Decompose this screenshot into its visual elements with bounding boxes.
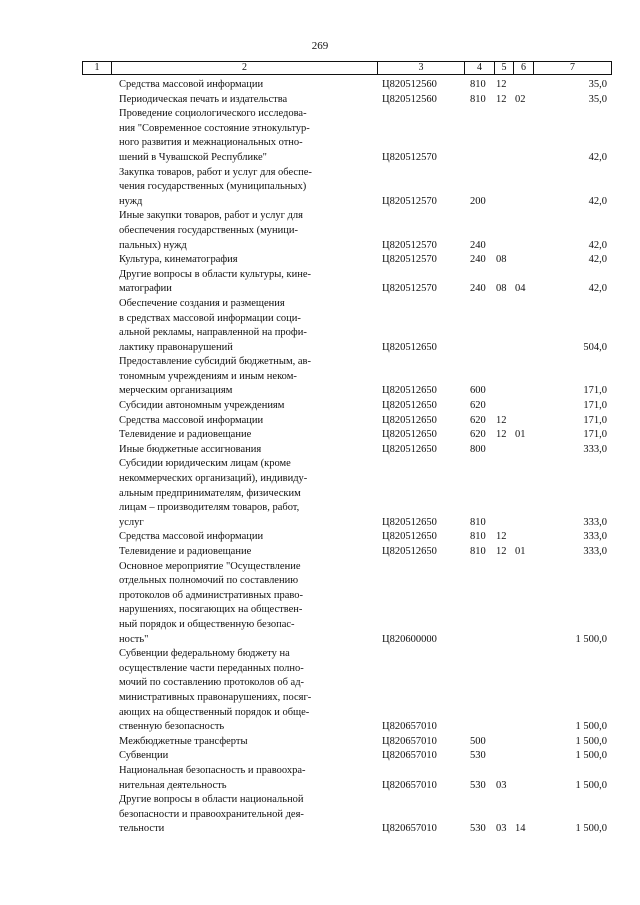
- row-pr: 02: [515, 93, 526, 105]
- table-row: [0, 78, 640, 93]
- row-vr: 800: [470, 443, 486, 455]
- row-name: Основное мероприятие "Осуществление отдельных полномочий по составлению протоколов об административных право- нарушениях, посягающих на обществен- ный порядок и общественную безопас- ность": [119, 560, 304, 645]
- row-rz: 12: [496, 429, 507, 441]
- table-row: [0, 253, 640, 268]
- row-code: Ц820512650: [382, 385, 437, 397]
- row-name: Субвенции: [119, 750, 169, 762]
- row-name: Межбюджетные трансферты: [119, 735, 248, 747]
- header-col-6: 6: [521, 62, 526, 73]
- row-rz: 12: [496, 414, 507, 426]
- row-code: Ц820657010: [382, 750, 437, 762]
- row-name: Проведение социологического исследова- ния "Современное состояние этнокультур- ного развития и межнациональных отно- шений в Чувашской Республике": [119, 108, 310, 163]
- table-row: [0, 355, 640, 399]
- row-name: Другие вопросы в области культуры, кине- матографии: [119, 268, 312, 295]
- row-sum: 171,0: [583, 414, 607, 426]
- row-code: Ц820512650: [382, 531, 437, 543]
- table-row: [0, 560, 640, 648]
- table-header: [82, 61, 612, 75]
- header-col-1: 1: [94, 62, 100, 73]
- row-sum: 171,0: [583, 429, 607, 441]
- row-sum: 333,0: [583, 443, 607, 455]
- row-code: Ц820512570: [382, 195, 437, 207]
- row-rz: 03: [496, 823, 507, 835]
- row-name: Национальная безопасность и правоохра- нительная деятельность: [119, 764, 306, 791]
- row-name: Субсидии юридическим лицам (кроме некоммерческих организаций), индивиду- альным предпринимателям, физическим лицам – производителям товаров, работ, услуг: [119, 458, 308, 528]
- header-col-5: 5: [501, 62, 507, 73]
- row-name: Другие вопросы в области национальной безопасности и правоохранительной дея- тельности: [119, 794, 304, 835]
- row-name: Телевидение и радиовещание: [119, 429, 252, 441]
- row-sum: 1 500,0: [575, 823, 607, 835]
- table-row: [0, 735, 640, 750]
- table-row: [0, 530, 640, 545]
- table-row: [0, 209, 640, 253]
- row-code: Ц820512560: [382, 93, 437, 105]
- row-code: Ц820657010: [382, 823, 437, 835]
- table-row: [0, 764, 640, 793]
- row-code: Ц820657010: [382, 735, 437, 747]
- row-vr: 810: [470, 546, 486, 557]
- row-code: Ц820512650: [382, 414, 437, 426]
- table-row: [0, 399, 640, 414]
- row-code: Ц820512560: [382, 79, 437, 90]
- row-sum: 42,0: [588, 195, 607, 207]
- table-row: [0, 457, 640, 530]
- row-code: Ц820512650: [382, 546, 437, 557]
- row-sum: 1 500,0: [575, 721, 607, 733]
- row-sum: 333,0: [583, 531, 607, 543]
- row-pr: 01: [515, 429, 526, 441]
- table-row: [0, 268, 640, 297]
- row-rz: 12: [496, 546, 507, 557]
- row-sum: 333,0: [583, 546, 607, 557]
- row-sum: 1 500,0: [575, 735, 607, 747]
- row-code: Ц820512650: [382, 341, 437, 353]
- row-code: Ц820512570: [382, 239, 437, 251]
- row-sum: 1 500,0: [575, 779, 607, 791]
- row-vr: 530: [470, 750, 486, 762]
- row-code: Ц820512650: [382, 443, 437, 455]
- row-code: Ц820657010: [382, 721, 437, 733]
- row-sum: 1 500,0: [575, 750, 607, 762]
- row-name: Обеспечение создания и размещения в средствах массовой информации соци- альной рекламы, направленной на профи- лактику правонарушений: [119, 297, 307, 353]
- row-code: Ц820512650: [382, 429, 437, 441]
- row-vr: 810: [470, 531, 486, 543]
- table-row: [0, 443, 640, 458]
- row-vr: 810: [470, 93, 486, 105]
- row-rz: 12: [496, 79, 507, 90]
- row-name: Предоставление субсидий бюджетным, ав- тономным учреждениям и иным неком- мерческим организациям: [119, 356, 311, 397]
- table-body: [0, 78, 640, 837]
- row-name: Субсидии автономным учреждениям: [119, 400, 285, 412]
- row-code: Ц820512650: [382, 516, 437, 528]
- table-row: [0, 647, 640, 735]
- table-row: [0, 166, 640, 210]
- header-col-7: 7: [570, 62, 575, 73]
- row-name: Иные бюджетные ассигнования: [119, 443, 262, 455]
- table-row: [0, 749, 640, 764]
- row-rz: 08: [496, 283, 507, 295]
- row-code: Ц820512570: [382, 254, 437, 266]
- row-vr: 500: [470, 735, 486, 747]
- row-vr: 620: [470, 400, 486, 412]
- row-name: Средства массовой информации: [119, 79, 264, 90]
- row-name: Закупка товаров, работ и услуг для обеспе- чения государственных (муниципальных) нужд: [119, 166, 312, 207]
- row-sum: 1 500,0: [575, 633, 607, 645]
- table-row: [0, 793, 640, 837]
- row-sum: 42,0: [588, 151, 607, 163]
- row-code: Ц820512570: [382, 151, 437, 163]
- row-name: Средства массовой информации: [119, 414, 264, 426]
- row-name: Средства массовой информации: [119, 531, 264, 543]
- header-col-2: 2: [242, 62, 247, 73]
- row-code: Ц820512570: [382, 283, 437, 295]
- row-rz: 03: [496, 779, 507, 791]
- row-vr: 240: [470, 239, 486, 251]
- row-vr: 530: [470, 823, 486, 835]
- row-sum: 35,0: [588, 79, 607, 90]
- row-name: Субвенции федеральному бюджету на осуществление части переданных полно- мочий по составлению протоколов об ад- министративных правонарушениях, посяг- ающих на общественный порядок и обще- ственную безопасность: [119, 648, 312, 733]
- table-row: [0, 428, 640, 443]
- row-vr: 240: [470, 254, 486, 266]
- header-col-4: 4: [477, 62, 482, 73]
- row-rz: 12: [496, 93, 507, 105]
- row-sum: 42,0: [588, 283, 607, 295]
- row-name: Культура, кинематография: [119, 254, 238, 266]
- row-pr: 01: [515, 546, 526, 557]
- table-row: [0, 297, 640, 355]
- row-vr: 530: [470, 779, 486, 791]
- page-number: 269: [311, 40, 329, 52]
- row-vr: 810: [470, 79, 486, 90]
- row-rz: 12: [496, 531, 507, 543]
- row-code: Ц820512650: [382, 400, 437, 412]
- row-vr: 620: [470, 429, 486, 441]
- table-row: [0, 414, 640, 429]
- row-vr: 600: [470, 385, 486, 397]
- table-row: [0, 107, 640, 165]
- row-name: Иные закупки товаров, работ и услуг для обеспечения государственных (муници- пальных) нужд: [119, 210, 303, 251]
- row-vr: 620: [470, 414, 486, 426]
- row-vr: 200: [470, 195, 486, 207]
- row-sum: 42,0: [588, 254, 607, 266]
- row-name: Периодическая печать и издательства: [119, 93, 288, 105]
- row-vr: 240: [470, 283, 486, 295]
- row-sum: 35,0: [588, 93, 607, 105]
- row-code: Ц820600000: [382, 633, 437, 645]
- table-row: [0, 93, 640, 108]
- row-sum: 171,0: [583, 400, 607, 412]
- row-vr: 810: [470, 516, 486, 528]
- row-sum: 333,0: [583, 516, 607, 528]
- header-col-3: 3: [418, 62, 424, 73]
- table-row: [0, 545, 640, 560]
- row-sum: 171,0: [583, 385, 607, 397]
- row-code: Ц820657010: [382, 779, 437, 791]
- row-pr: 04: [515, 283, 526, 295]
- row-sum: 504,0: [583, 341, 607, 353]
- row-pr: 14: [515, 823, 526, 835]
- row-sum: 42,0: [588, 239, 607, 251]
- row-rz: 08: [496, 254, 507, 266]
- row-name: Телевидение и радиовещание: [119, 546, 252, 557]
